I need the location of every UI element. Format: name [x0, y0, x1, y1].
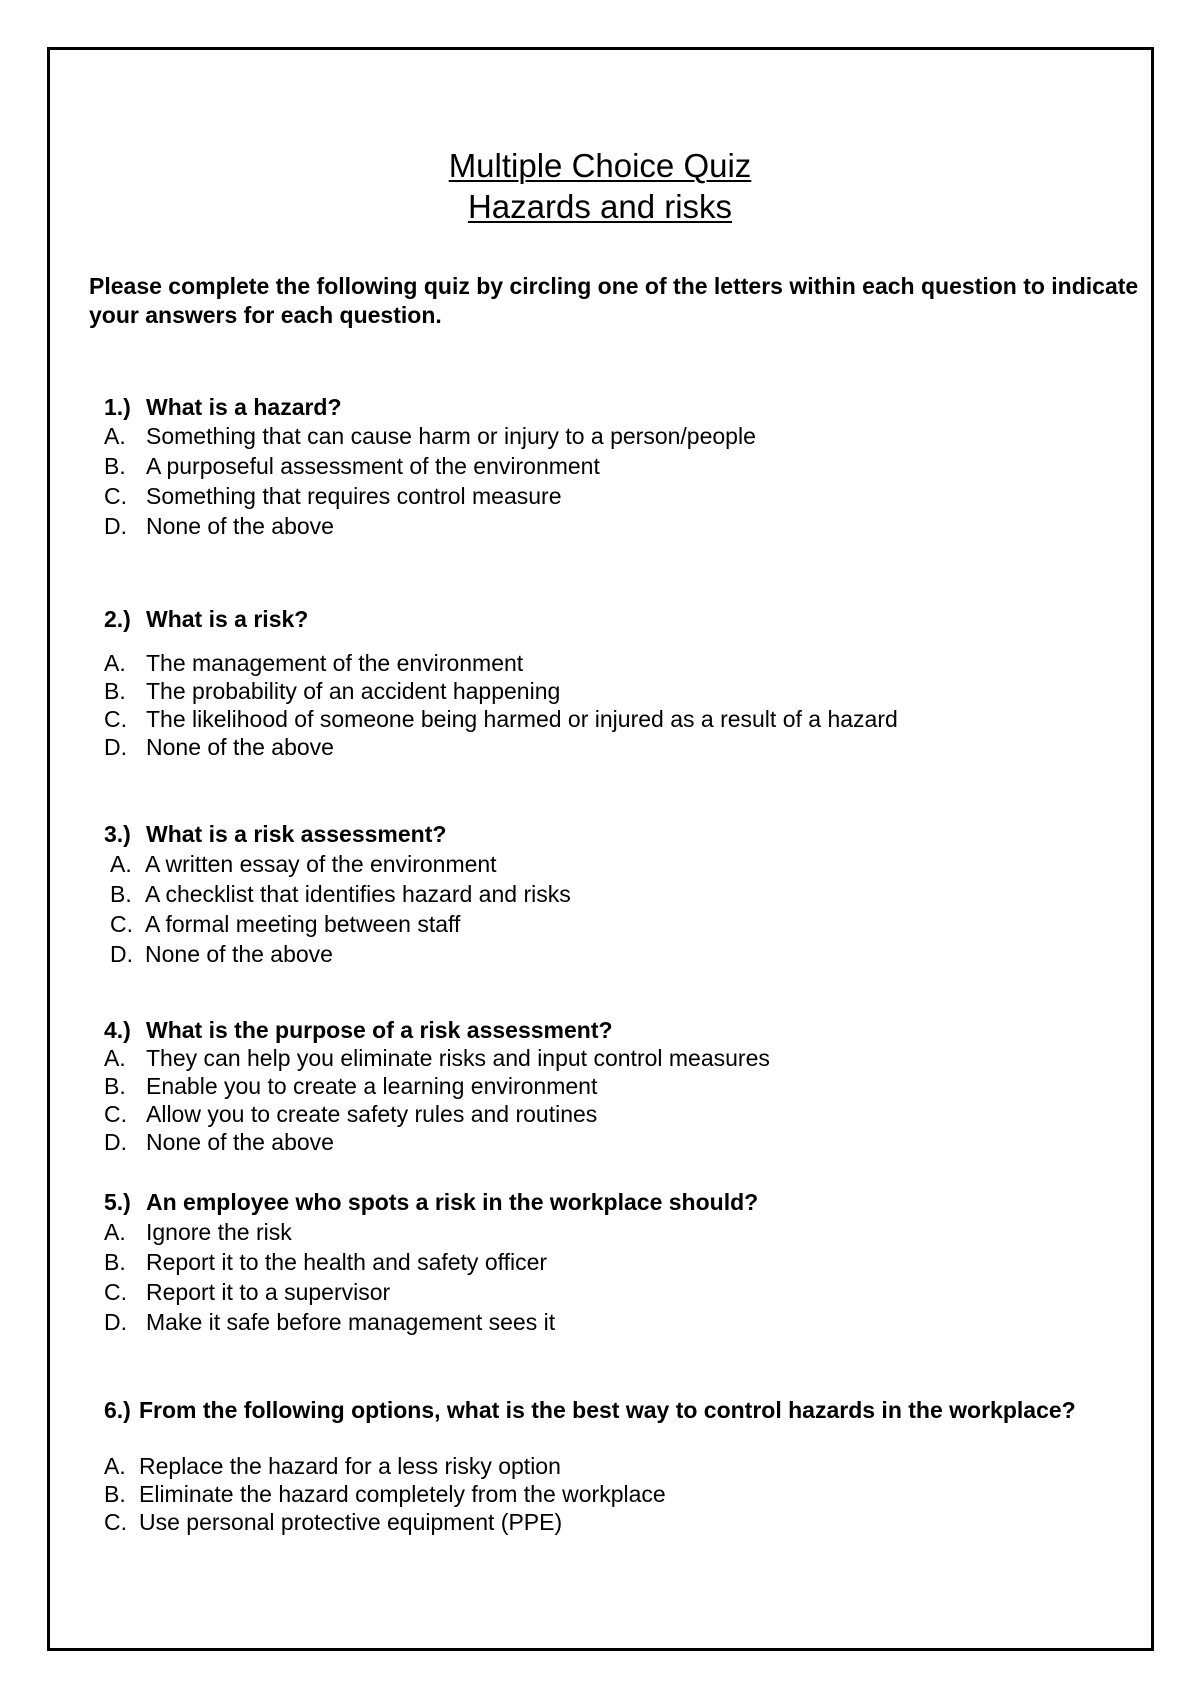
- option-letter: A.: [104, 1045, 126, 1071]
- option-letter: C.: [104, 1509, 127, 1535]
- question-6: [104, 1396, 1076, 1424]
- question-text: What is a risk?: [146, 606, 309, 632]
- option-letter: D.: [104, 1129, 127, 1155]
- option-text: Replace the hazard for a less risky option: [139, 1453, 561, 1479]
- question-number: 3.): [104, 821, 131, 847]
- option-letter: C.: [104, 706, 127, 732]
- title-block: [0, 145, 1200, 227]
- question-text: From the following options, what is the best way to control hazards in the workplace?: [139, 1397, 1076, 1423]
- question-text: What is a hazard?: [146, 394, 342, 420]
- option-text: Allow you to create safety rules and routines: [146, 1101, 598, 1127]
- option-letter: B.: [104, 678, 126, 704]
- option-text: Report it to the health and safety officer: [146, 1249, 548, 1275]
- option-text: Make it safe before management sees it: [146, 1309, 556, 1335]
- option-text: Ignore the risk: [146, 1219, 292, 1245]
- quiz-subtitle: Hazards and risks: [467, 188, 733, 225]
- question-number: 2.): [104, 606, 131, 632]
- option-letter: B.: [104, 453, 126, 479]
- option-letter: A.: [104, 650, 126, 676]
- option-letter: C.: [104, 1101, 127, 1127]
- question-number: 6.): [104, 1397, 131, 1423]
- quiz-title: Multiple Choice Quiz: [448, 147, 752, 184]
- option-letter: B.: [104, 1481, 126, 1507]
- option-letter: C.: [110, 911, 133, 937]
- option-text: None of the above: [145, 941, 333, 967]
- option-text: None of the above: [146, 1129, 334, 1155]
- option-letter: A.: [104, 423, 126, 449]
- option-letter: C.: [104, 1279, 127, 1305]
- option-letter: B.: [104, 1249, 126, 1275]
- option-text: None of the above: [146, 734, 334, 760]
- question-5: [104, 1188, 758, 1216]
- question-number: 5.): [104, 1189, 131, 1215]
- option-text: Something that requires control measure: [146, 483, 562, 509]
- instructions: Please complete the following quiz by circling one of the letters within each question to indicate your answers for each question.: [89, 273, 1139, 328]
- option-text: They can help you eliminate risks and input control measures: [146, 1045, 770, 1071]
- option-text: Use personal protective equipment (PPE): [139, 1509, 563, 1535]
- option-text: Something that can cause harm or injury to a person/people: [146, 423, 756, 449]
- option-letter: B.: [110, 881, 132, 907]
- option-text: None of the above: [146, 513, 334, 539]
- question-number: 4.): [104, 1017, 131, 1043]
- option-letter: D.: [110, 941, 133, 967]
- option-letter: A.: [104, 1453, 126, 1479]
- question-text: What is a risk assessment?: [146, 821, 447, 847]
- question-4: [104, 1016, 613, 1044]
- option-text: A formal meeting between staff: [145, 911, 461, 937]
- option-text: The probability of an accident happening: [146, 678, 561, 704]
- option-text: A written essay of the environment: [145, 851, 497, 877]
- option-letter: A.: [104, 1219, 126, 1245]
- option-letter: D.: [104, 734, 127, 760]
- option-letter: C.: [104, 483, 127, 509]
- question-1: [104, 393, 342, 421]
- question-3: [104, 820, 446, 848]
- option-letter: A.: [110, 851, 132, 877]
- option-text: Report it to a supervisor: [146, 1279, 391, 1305]
- question-number: 1.): [104, 394, 131, 420]
- option-letter: D.: [104, 513, 127, 539]
- question-2: [104, 605, 308, 633]
- option-text: A checklist that identifies hazard and risks: [145, 881, 571, 907]
- option-text: A purposeful assessment of the environment: [146, 453, 600, 479]
- question-text: What is the purpose of a risk assessment?: [146, 1017, 613, 1043]
- option-letter: B.: [104, 1073, 126, 1099]
- option-text: The likelihood of someone being harmed or injured as a result of a hazard: [146, 706, 898, 732]
- question-text: An employee who spots a risk in the workplace should?: [146, 1189, 759, 1215]
- option-text: The management of the environment: [146, 650, 524, 676]
- option-text: Enable you to create a learning environment: [146, 1073, 598, 1099]
- option-letter: D.: [104, 1309, 127, 1335]
- option-text: Eliminate the hazard completely from the workplace: [139, 1481, 666, 1507]
